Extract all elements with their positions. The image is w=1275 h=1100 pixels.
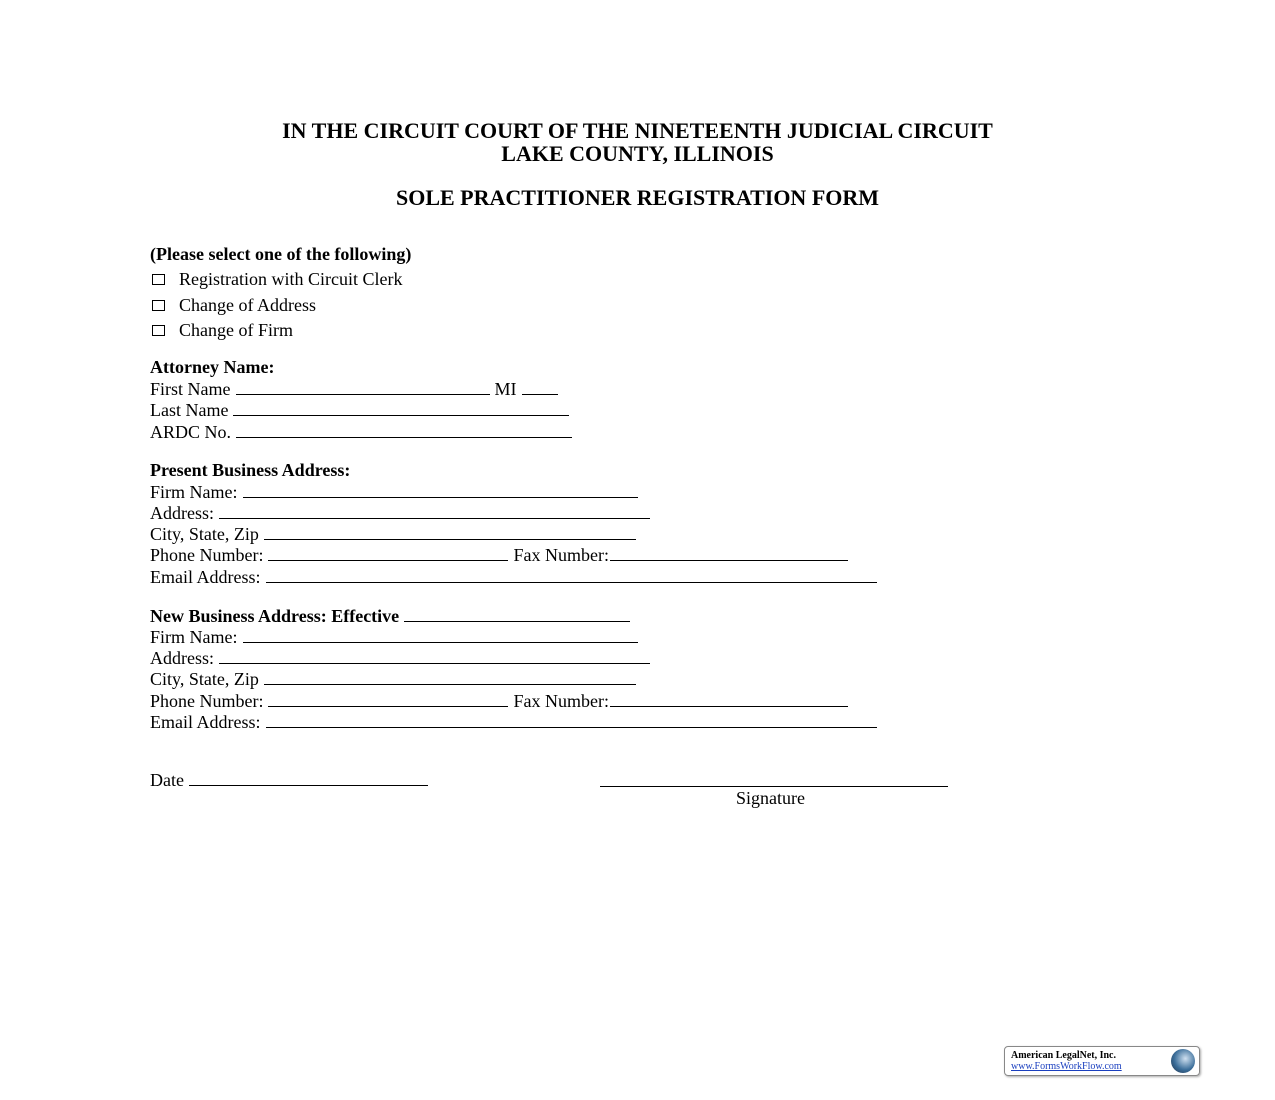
present-phone-field[interactable] [268,544,508,561]
present-email-row [150,566,882,587]
signature-field[interactable] [600,770,948,787]
present-city-row [150,523,641,544]
option-label: Change of Firm [179,320,293,340]
option-registration[interactable] [150,269,402,289]
present-city-field[interactable] [264,523,636,540]
ardc-field[interactable] [236,421,572,438]
county-title: LAKE COUNTY, ILLINOIS [501,141,774,166]
logo-url-link[interactable]: www.FormsWorkFlow.com [1011,1061,1122,1072]
phone-label: Phone Number: [150,545,264,565]
mi-label: MI [494,379,517,399]
selection-heading: (Please select one of the following) [150,244,412,264]
checkbox[interactable] [152,274,165,285]
new-firm-field[interactable] [243,626,638,643]
mi-field[interactable] [522,378,558,395]
city-label: City, State, Zip [150,669,259,689]
present-email-field[interactable] [266,566,877,583]
checkbox[interactable] [152,325,165,336]
new-email-field[interactable] [266,711,877,728]
email-label: Email Address: [150,712,261,732]
last-name-label: Last Name [150,400,229,420]
checkbox[interactable] [152,300,165,311]
effective-date-field[interactable] [404,605,630,622]
court-title: IN THE CIRCUIT COURT OF THE NINETEENTH JUDICIAL CIRCUIT [282,118,993,143]
option-change-firm[interactable] [150,320,293,340]
ardc-label: ARDC No. [150,422,232,442]
new-heading-row [150,605,635,626]
date-label: Date [150,770,184,790]
option-change-address[interactable] [150,295,316,315]
new-address-field[interactable] [219,647,650,664]
new-phone-field[interactable] [268,690,508,707]
present-address-row [150,502,655,523]
present-firm-row [150,481,643,502]
address-label: Address: [150,648,214,668]
address-label: Address: [150,503,214,523]
present-firm-field[interactable] [243,481,638,498]
option-label: Registration with Circuit Clerk [179,269,403,289]
firm-label: Firm Name: [150,627,238,647]
new-email-row [150,711,882,732]
last-name-field[interactable] [233,399,569,416]
new-city-field[interactable] [264,668,636,685]
globe-icon [1171,1049,1195,1073]
new-address-row [150,647,655,668]
american-legalnet-logo[interactable] [1004,1046,1200,1076]
attorney-heading: Attorney Name: [150,357,275,377]
date-row [150,769,433,790]
city-label: City, State, Zip [150,524,259,544]
option-label: Change of Address [179,295,316,315]
new-firm-row [150,626,643,647]
fax-label: Fax Number: [513,545,609,565]
present-phone-row [150,544,853,565]
firm-label: Firm Name: [150,482,238,502]
email-label: Email Address: [150,567,261,587]
first-name-row [150,378,563,399]
present-fax-field[interactable] [610,544,848,561]
ardc-row [150,421,577,442]
present-heading: Present Business Address: [150,460,351,480]
last-name-row [150,399,574,420]
first-name-field[interactable] [236,378,490,395]
new-heading: New Business Address: Effective [150,606,400,626]
new-city-row [150,668,641,689]
first-name-label: First Name [150,379,231,399]
form-title: SOLE PRACTITIONER REGISTRATION FORM [395,185,880,210]
signature-label: Signature [736,788,805,808]
present-address-field[interactable] [219,502,650,519]
new-fax-field[interactable] [610,690,848,707]
logo-name: American LegalNet, Inc. [1011,1050,1116,1061]
fax-label: Fax Number: [513,691,609,711]
new-phone-row [150,690,853,711]
date-field[interactable] [189,769,428,786]
phone-label: Phone Number: [150,691,264,711]
